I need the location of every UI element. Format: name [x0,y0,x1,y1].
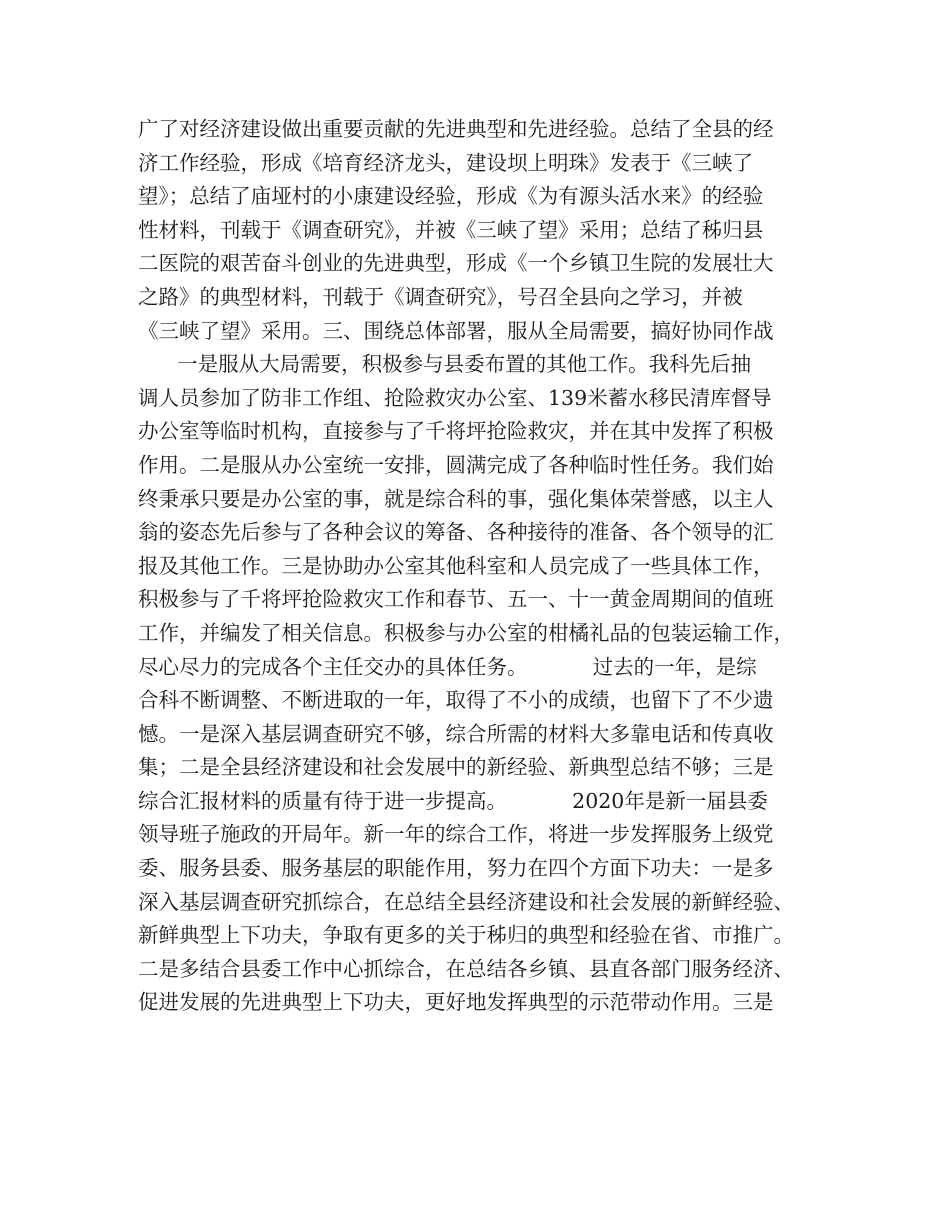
text-line: 二医院的艰苦奋斗创业的先进典型，形成《一个乡镇卫生院的发展壮大 [138,251,774,276]
text-line: 促进发展的先进典型上下功夫，更好地发挥典型的示范带动作用。三是 [138,990,774,1015]
text-line: 委、服务县委、服务基层的职能作用，努力在四个方面下功夫：一是多 [138,856,774,881]
text-line: 《三峡了望》采用。三、围绕总体部署，服从全局需要，搞好协同作战 [138,318,774,343]
text-line: 一是服从大局需要，积极参与县委布置的其他工作。我科先后抽 [138,352,752,377]
text-line: 广了对经济建设做出重要贡献的先进典型和先进经验。总结了全县的经 [138,117,774,141]
text-line: 领导班子施政的开局年。新一年的综合工作，将进一步发挥服务上级党 [138,822,774,847]
text-line: 尽心尽力的完成各个主任交办的具体任务。 过去的一年，是综 [138,654,757,679]
body-text [138,113,838,1020]
text-line: 二是多结合县委工作中心抓综合，在总结各乡镇、县直各部门服务经济、 [138,956,794,981]
text-line: 济工作经验，形成《培育经济龙头，建设坝上明珠》发表于《三峡了 [138,150,753,175]
text-line: 性材料，刊载于《调查研究》，并被《三峡了望》采用；总结了秭归县 [138,217,764,242]
text-line: 工作，并编发了相关信息。积极参与办公室的柑橘礼品的包装运输工作， [138,620,794,645]
text-line: 积极参与了千将坪抢险救灾工作和春节、五一、十一黄金周期间的值班 [138,587,774,612]
text-line: 深入基层调查研究抓综合，在总结全县经济建设和社会发展的新鲜经验、 [138,889,794,914]
text-line: 望》；总结了庙垭村的小康建设经验，形成《为有源头活水来》的经验 [138,184,764,209]
text-line: 调人员参加了防非工作组、抢险救灾办公室、139米蓄水移民清库督导 [138,385,772,410]
text-line: 终秉承只要是办公室的事，就是综合科的事，强化集体荣誉感，以主人 [138,486,774,511]
text-line: 集；二是全县经济建设和社会发展中的新经验、新典型总结不够；三是 [138,755,774,780]
text-line: 之路》的典型材料，刊载于《调查研究》，号召全县向之学习，并被 [138,284,743,309]
text-line: 作用。二是服从办公室统一安排，圆满完成了各种临时性任务。我们始 [138,452,774,477]
text-line: 憾。一是深入基层调查研究不够，综合所需的材料大多靠电话和传真收 [138,721,774,746]
text-line: 翁的姿态先后参与了各种会议的筹备、各种接待的准备、各个领导的汇 [138,520,774,545]
text-line: 办公室等临时机构，直接参与了千将坪抢险救灾，并在其中发挥了积极 [138,419,774,444]
text-line: 综合汇报材料的质量有待于进一步提高。 2020年是新一届县委 [138,788,768,813]
text-line: 合科不断调整、不断进取的一年，取得了不小的成绩，也留下了不少遗 [138,688,774,713]
text-line: 新鲜典型上下功夫，争取有更多的关于秭归的典型和经验在省、市推广。 [138,923,794,948]
text-line: 报及其他工作。三是协助办公室其他科室和人员完成了一些具体工作， [138,553,774,578]
